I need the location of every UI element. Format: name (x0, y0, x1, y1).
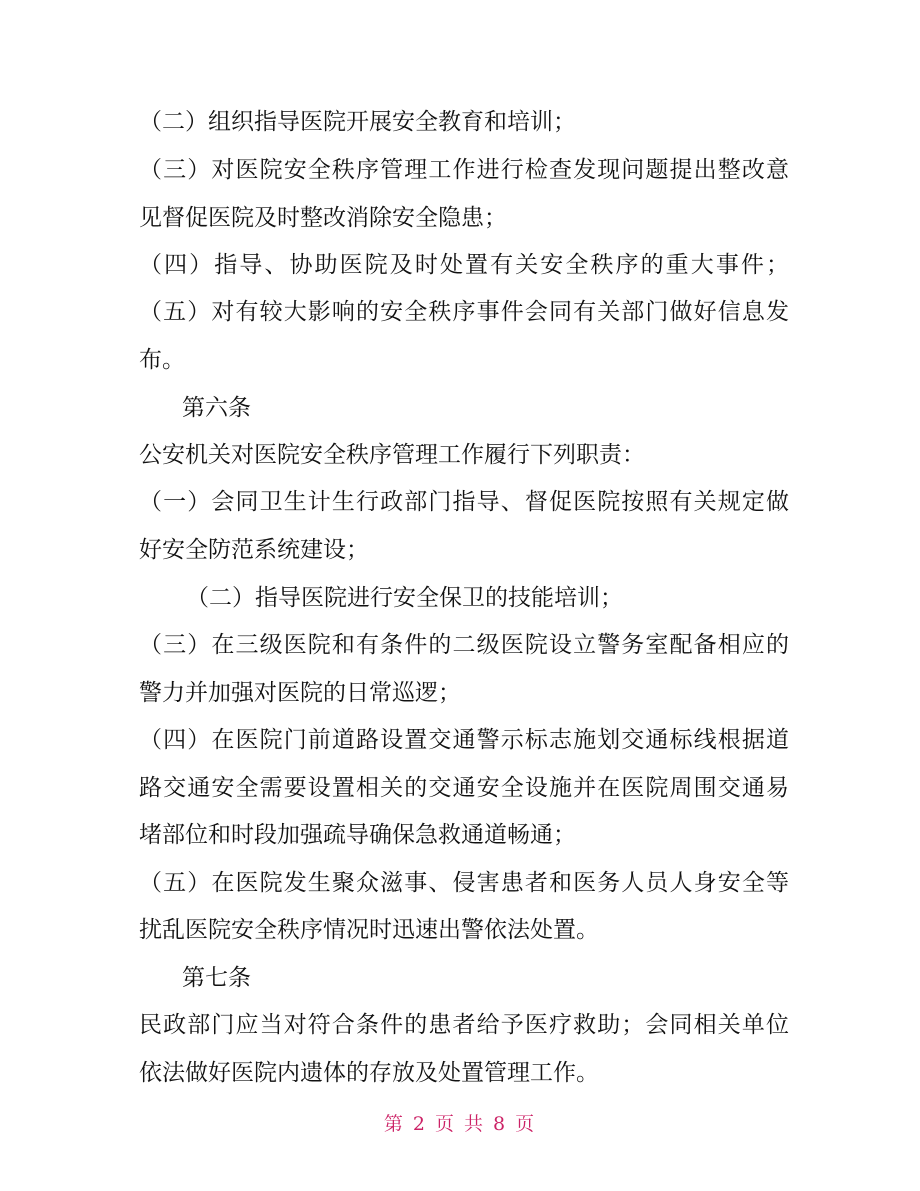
text-line: （四）指导、协助医院及时处置有关安全秩序的重大事件； (139, 252, 789, 278)
text-line: 路交通安全需要设置相关的交通安全设施并在医院周围交通易 (139, 775, 789, 801)
text-line: 堵部位和时段加强疏导确保急救通道畅通； (139, 822, 576, 848)
text-line: （二）指导医院进行安全保卫的技能培训； (186, 585, 623, 611)
text-line: 好安全防范系统建设； (139, 537, 369, 563)
text-line: 布。 (139, 347, 185, 373)
text-line: 见督促医院及时整改消除安全隐患； (139, 205, 507, 231)
text-line: 公安机关对医院安全秩序管理工作履行下列职责： (139, 442, 645, 468)
text-line: （三）在三级医院和有条件的二级医院设立警务室配备相应的 (139, 632, 789, 658)
text-line: （二）组织指导医院开展安全教育和培训； (139, 109, 576, 135)
text-line: （四）在医院门前道路设置交通警示标志施划交通标线根据道 (139, 727, 789, 753)
text-line: （三）对医院安全秩序管理工作进行检查发现问题提出整改意 (139, 157, 789, 183)
text-line: 扰乱医院安全秩序情况时迅速出警依法处置。 (139, 917, 599, 943)
text-line: 警力并加强对医院的日常巡逻； (139, 680, 461, 706)
page-number-footer: 第 2 页 共 8 页 (383, 1113, 537, 1135)
text-line: （五）在医院发生聚众滋事、侵害患者和医务人员人身安全等 (139, 870, 789, 896)
text-line: （一）会同卫生计生行政部门指导、督促医院按照有关规定做 (139, 489, 789, 515)
article-heading: 第六条 (182, 395, 251, 421)
article-heading: 第七条 (182, 965, 251, 991)
text-line: 民政部门应当对符合条件的患者给予医疗救助；会同相关单位 (139, 1012, 789, 1038)
text-line: 依法做好医院内遗体的存放及处置管理工作。 (139, 1060, 599, 1086)
text-line: （五）对有较大影响的安全秩序事件会同有关部门做好信息发 (139, 299, 789, 325)
